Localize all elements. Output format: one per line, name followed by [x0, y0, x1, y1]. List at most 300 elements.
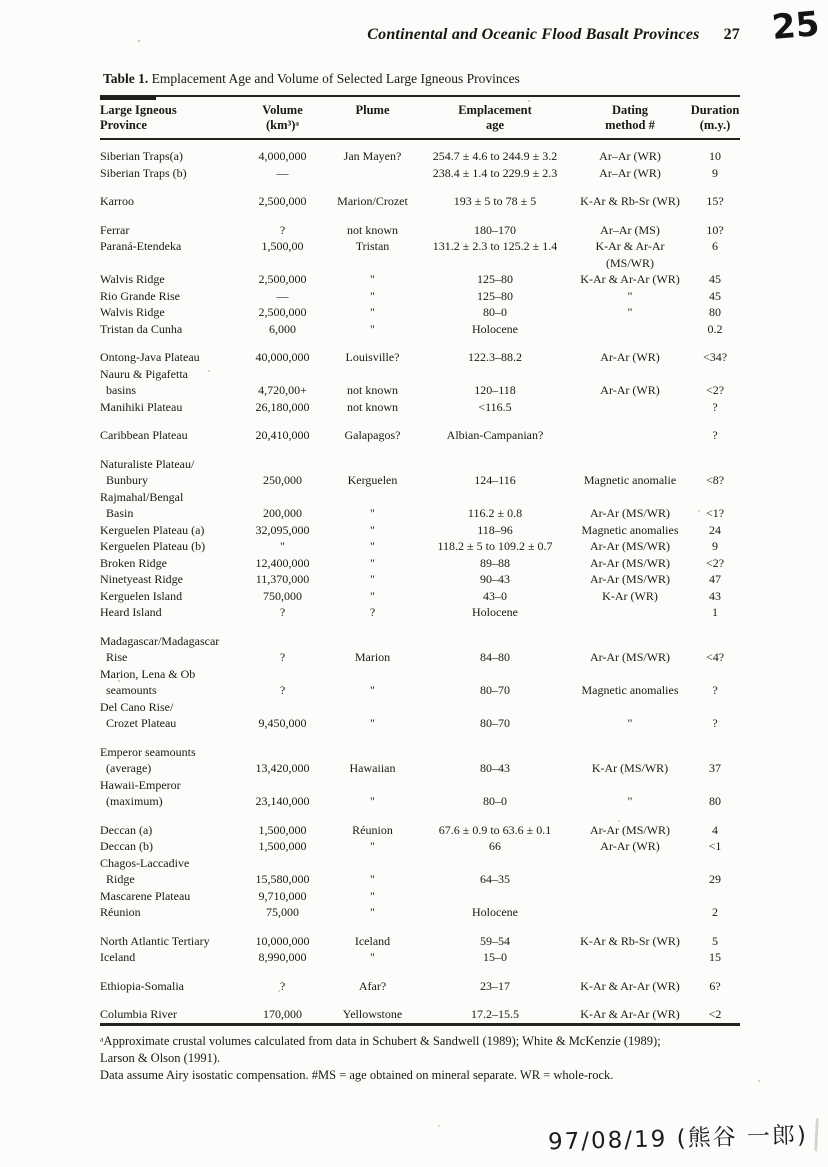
cell-plume: Jan Mayen?	[343, 149, 402, 163]
cell-method	[570, 321, 690, 338]
cell-province: Ethiopia-Somalia	[100, 978, 184, 993]
cell-duration: ?	[712, 428, 718, 442]
cell-province: Rise	[100, 650, 128, 664]
cell-volume	[240, 456, 325, 473]
cell-volume	[240, 255, 325, 272]
cell-duration	[690, 699, 740, 716]
cell-method	[570, 904, 690, 921]
cell-duration: 9	[712, 539, 718, 553]
cell-plume: Galapagos?	[344, 428, 401, 442]
cell-method	[570, 777, 690, 794]
cell-plume	[325, 255, 420, 272]
cell-province	[100, 255, 240, 272]
cell-duration: ?	[712, 683, 718, 697]
cell-plume: Afar?	[358, 978, 387, 993]
table-row	[100, 555, 740, 572]
cell-province: Kerguelen Plateau (b)	[100, 539, 206, 553]
cell-volume: 250,000	[263, 473, 302, 487]
cell-duration: 43	[709, 588, 721, 603]
cell-volume	[240, 699, 325, 716]
cell-method: Magnetic anomalie	[583, 473, 677, 487]
cell-age	[420, 666, 570, 683]
table-row	[100, 255, 740, 272]
cell-plume: Louisville?	[345, 350, 400, 364]
cell-method: "	[627, 794, 633, 808]
cell-plume: "	[370, 950, 375, 964]
table-row	[100, 505, 740, 522]
col-header-age: Emplacement age	[420, 96, 570, 139]
cell-age: 17.2–15.5	[471, 1007, 519, 1021]
cell-volume	[240, 855, 325, 872]
cell-plume	[325, 666, 420, 683]
table-row	[100, 744, 740, 761]
table-row	[100, 715, 740, 732]
cell-volume: —	[276, 165, 289, 180]
cell-plume: "	[370, 872, 375, 886]
cell-province: (maximum)	[100, 794, 163, 808]
cell-province: Rajmahal/Bengal	[100, 489, 184, 504]
table-row	[100, 666, 740, 683]
cell-duration: <1	[708, 839, 722, 853]
cell-method: Ar-Ar (MS/WR)	[589, 539, 671, 553]
table-row	[100, 366, 740, 383]
cell-province: (average)	[100, 761, 152, 775]
cell-duration: 6?	[709, 978, 721, 993]
cell-province: Deccan (a)	[100, 822, 153, 837]
cell-age: 118–96	[477, 522, 513, 537]
cell-duration: 24	[709, 522, 721, 537]
cell-duration	[690, 888, 740, 905]
cell-age	[420, 699, 570, 716]
cell-age: Albian-Campanian?	[446, 428, 544, 442]
table-row	[100, 238, 740, 255]
cell-age	[420, 855, 570, 872]
cell-plume: "	[370, 905, 375, 919]
cell-province: Nauru & Pigafetta	[100, 366, 188, 381]
table-row	[100, 321, 740, 338]
cell-volume: 40,000,000	[255, 350, 310, 364]
cell-duration	[690, 744, 740, 761]
cell-volume: 2,500,000	[258, 272, 307, 286]
cell-method: K-Ar (MS/WR)	[591, 761, 669, 775]
cell-method: Ar-Ar (MS/WR)	[589, 572, 671, 586]
cell-plume: "	[370, 716, 375, 730]
cell-volume: 4,000,000	[258, 149, 307, 163]
cell-plume: "	[370, 522, 375, 537]
cell-duration	[690, 366, 740, 383]
cell-province: Del Cano Rise/	[100, 699, 174, 714]
spacer-row	[100, 994, 740, 1006]
cell-plume: "	[370, 839, 375, 853]
table-row	[100, 888, 740, 905]
cell-province: North Atlantic Tertiary	[100, 933, 210, 948]
table-row	[100, 427, 740, 444]
cell-age: 84–80	[480, 650, 510, 664]
cell-province: Ninetyeast Ridge	[100, 572, 183, 586]
cell-volume: 1,500,00	[261, 239, 304, 253]
cell-province: seamounts	[100, 683, 157, 697]
cell-method: K-Ar (WR)	[602, 588, 658, 603]
cell-province: Réunion	[100, 905, 141, 919]
table-row	[100, 949, 740, 966]
handwritten-page-number: 25	[770, 4, 821, 48]
igneous-provinces-table	[100, 95, 740, 1026]
handwritten-note: 97/08/19 (熊谷 一郎)	[547, 1122, 809, 1156]
cell-age: 124–116	[474, 473, 516, 487]
table-row	[100, 193, 740, 210]
table-row	[100, 588, 740, 605]
running-head-title: Continental and Oceanic Flood Basalt Provinces	[367, 26, 700, 43]
table-row	[100, 456, 740, 473]
cell-method: K-Ar & Ar-Ar (WR)	[580, 1007, 680, 1021]
cell-method: Magnetic anomalies	[581, 522, 679, 537]
spacer-row	[100, 921, 740, 933]
cell-plume: "	[370, 321, 375, 336]
cell-plume	[325, 633, 420, 650]
cell-volume: 10,000,000	[255, 933, 310, 948]
cell-duration: 15?	[706, 194, 724, 208]
cell-plume: Kerguelen	[347, 473, 398, 487]
cell-volume	[240, 777, 325, 794]
cell-duration: 6	[712, 239, 718, 253]
cell-volume: 2,500,000	[258, 305, 307, 319]
spacer-row	[100, 621, 740, 633]
cell-method	[570, 949, 690, 966]
cell-age: <116.5	[478, 399, 512, 414]
cell-age: 120–118	[474, 383, 516, 397]
cell-plume	[325, 699, 420, 716]
cell-province: Naturaliste Plateau/	[100, 456, 195, 471]
table-row	[100, 522, 740, 539]
caption-text: Emplacement Age and Volume of Selected Large Igneous Provinces	[148, 71, 520, 86]
cell-volume: 4,720,00+	[258, 383, 307, 397]
cell-age: 89–88	[480, 555, 510, 570]
cell-province: Broken Ridge	[100, 555, 167, 570]
scan-artifact	[100, 96, 156, 100]
spacer-row	[100, 181, 740, 193]
cell-duration: 1	[712, 605, 718, 619]
cell-plume: not known	[347, 399, 398, 414]
cell-volume: 23,140,000	[255, 794, 310, 808]
cell-duration: 10?	[706, 222, 724, 237]
cell-duration: 37	[709, 761, 721, 775]
table-row	[100, 649, 740, 666]
cell-method: Ar–Ar (MS)	[600, 222, 660, 237]
cell-plume: "	[370, 272, 375, 286]
cell-province: Ridge	[100, 872, 135, 886]
cell-province: Basin	[100, 506, 134, 520]
cell-province: Siberian Traps(a)	[100, 149, 183, 163]
cell-volume	[240, 366, 325, 383]
cell-plume: not known	[347, 383, 398, 397]
cell-method: K-Ar & Rb-Sr (WR)	[580, 933, 680, 948]
cell-age: 80–70	[480, 716, 510, 730]
cell-province: basins	[100, 383, 136, 397]
cell-method: Magnetic anomalies	[581, 683, 679, 697]
cell-method: K-Ar & Ar-Ar (WR)	[580, 272, 680, 286]
cell-volume	[240, 744, 325, 761]
cell-plume: "	[370, 506, 375, 520]
cell-method: K-Ar & Ar-Ar	[595, 239, 665, 253]
cell-duration	[690, 855, 740, 872]
table-row	[100, 682, 740, 699]
table-row	[100, 489, 740, 506]
cell-age: 80–0	[483, 305, 507, 319]
cell-province: Bunbury	[100, 473, 148, 487]
cell-plume: Marion	[354, 650, 391, 664]
cell-duration	[690, 777, 740, 794]
cell-method: Ar-Ar (MS/WR)	[589, 822, 671, 837]
cell-volume: ?	[279, 605, 286, 619]
spacer-row	[100, 210, 740, 222]
cell-age: 43–0	[483, 588, 507, 603]
cell-method: Ar-Ar (MS/WR)	[589, 506, 671, 520]
cell-method: Ar-Ar (WR)	[600, 350, 660, 364]
cell-duration: <2?	[705, 555, 725, 570]
table-row	[100, 760, 740, 777]
table-row	[100, 472, 740, 489]
cell-age: Holocene	[472, 605, 518, 619]
cell-age: 23–17	[480, 978, 510, 993]
cell-duration: 9	[712, 165, 718, 180]
cell-age: 59–54	[480, 933, 510, 948]
cell-plume: "	[370, 572, 375, 586]
cell-plume: Iceland	[354, 933, 391, 948]
cell-volume	[240, 633, 325, 650]
cell-method: Ar-Ar (MS/WR)	[589, 650, 671, 664]
cell-province: Ferrar	[100, 222, 130, 237]
col-header-plume: Plume	[325, 96, 420, 139]
cell-age: 15–0	[483, 950, 507, 964]
table-row	[100, 871, 740, 888]
table-header-row	[100, 96, 740, 139]
table-row	[100, 538, 740, 555]
col-header-volume: Volume (km³)ᵃ	[240, 96, 325, 139]
cell-method: "	[627, 716, 633, 730]
cell-duration: ?	[712, 716, 718, 730]
cell-duration: ?	[712, 399, 718, 414]
cell-province: Caribbean Plateau	[100, 428, 188, 442]
cell-volume: 1,500,000	[258, 822, 307, 837]
cell-method	[570, 744, 690, 761]
table-row	[100, 349, 740, 366]
table-row	[100, 604, 740, 621]
cell-age: 118.2 ± 5 to 109.2 ± 0.7	[437, 539, 553, 553]
cell-province: Kerguelen Plateau (a)	[100, 522, 205, 537]
cell-duration: <4?	[705, 650, 725, 664]
cell-duration: 2	[712, 905, 718, 919]
footnote-line: Data assume Airy isostatic compensation. #MS = age obtained on mineral separate. WR = whole-rock.	[100, 1067, 614, 1082]
col-header-duration: Duration (m.y.)	[690, 96, 740, 139]
cell-province: Marion, Lena & Ob	[100, 666, 196, 681]
table-footnotes	[100, 1033, 740, 1084]
cell-method	[570, 456, 690, 473]
cell-volume: "	[280, 539, 285, 553]
spacer-row	[100, 337, 740, 349]
cell-method: Ar-Ar (WR)	[600, 383, 660, 397]
cell-duration: 10	[709, 149, 721, 163]
cell-plume	[325, 855, 420, 872]
cell-plume: "	[370, 794, 375, 808]
cell-duration: 45	[709, 288, 721, 303]
cell-province: Karroo	[100, 194, 134, 208]
cell-age: 238.4 ± 1.4 to 229.9 ± 2.3	[432, 165, 558, 180]
cell-duration: 0.2	[707, 321, 723, 336]
cell-age	[420, 777, 570, 794]
cell-method: "	[627, 305, 633, 319]
table-row	[100, 699, 740, 716]
table-row	[100, 288, 740, 305]
cell-province: Crozet Plateau	[100, 716, 177, 730]
cell-duration: 15	[709, 950, 721, 964]
cell-plume: Hawaiian	[349, 761, 396, 775]
cell-province: Emperor seamounts	[100, 744, 196, 759]
cell-plume: not known	[347, 222, 398, 237]
cell-duration	[690, 633, 740, 650]
cell-volume: 9,450,000	[258, 716, 307, 730]
spacer-row	[100, 810, 740, 822]
cell-volume: 8,990,000	[258, 950, 307, 964]
cell-plume: "	[370, 288, 375, 303]
cell-province: Iceland	[100, 950, 136, 964]
cell-volume: 11,370,000	[255, 572, 310, 586]
table-row	[100, 933, 740, 950]
cell-volume: 170,000	[263, 1007, 302, 1021]
cell-province: Columbia River	[100, 1007, 177, 1021]
cell-duration: <2	[708, 1007, 722, 1021]
cell-province: Chagos-Laccadive	[100, 855, 190, 870]
cell-volume: 9,710,000	[258, 888, 307, 903]
cell-age: 131.2 ± 2.3 to 125.2 ± 1.4	[432, 239, 558, 253]
footnote-line: Larson & Olson (1991).	[100, 1050, 221, 1065]
col-header-method: Dating method #	[570, 96, 690, 139]
cell-method: (MS/WR)	[606, 255, 654, 270]
cell-volume: 750,000	[263, 588, 302, 603]
table-row	[100, 1006, 740, 1024]
cell-method: Ar–Ar (WR)	[599, 149, 661, 163]
cell-plume: "	[370, 539, 375, 553]
cell-plume: Réunion	[352, 822, 393, 837]
cell-duration	[690, 666, 740, 683]
cell-plume	[325, 777, 420, 794]
cell-duration	[690, 255, 740, 272]
cell-province: Hawaii-Emperor	[100, 777, 181, 792]
cell-duration	[690, 489, 740, 506]
cell-province: Walvis Ridge	[100, 305, 165, 319]
cell-volume	[240, 666, 325, 683]
table-row	[100, 904, 740, 921]
cell-volume	[240, 489, 325, 506]
cell-age: Holocene	[472, 905, 518, 919]
cell-method	[570, 427, 690, 444]
cell-age	[420, 456, 570, 473]
cell-duration: <34?	[702, 350, 728, 364]
cell-duration: 5	[712, 933, 718, 948]
cell-plume	[325, 366, 420, 383]
cell-volume: ?	[279, 222, 286, 237]
cell-volume: 1,500,000	[258, 839, 307, 853]
cell-method: K-Ar & Ar-Ar (WR)	[580, 978, 680, 993]
cell-age	[420, 744, 570, 761]
cell-volume: 200,000	[263, 506, 302, 520]
cell-age: 90–43	[480, 572, 510, 586]
spacer-row	[100, 415, 740, 427]
cell-volume: ?	[279, 650, 286, 664]
cell-age: 254.7 ± 4.6 to 244.9 ± 3.2	[432, 149, 558, 163]
cell-age: 122.3–88.2	[468, 350, 522, 364]
cell-plume: "	[370, 555, 375, 570]
cell-volume: 15,580,000	[255, 872, 310, 886]
spacer-row	[100, 966, 740, 978]
cell-volume: ?	[279, 683, 286, 697]
cell-plume	[325, 165, 420, 182]
cell-method: Ar-Ar (MS/WR)	[589, 555, 671, 570]
cell-duration: 47	[709, 572, 721, 586]
cell-province: Paraná-Etendeka	[100, 239, 182, 253]
cell-age	[420, 366, 570, 383]
footnote-line: ᵃApproximate crustal volumes calculated from data in Schubert & Sandwell (1989); White & McKenzie (1989);	[100, 1033, 661, 1048]
cell-province: Manihiki Plateau	[100, 399, 183, 414]
cell-age: 80–0	[483, 794, 507, 808]
cell-plume: ?	[369, 605, 376, 619]
cell-province: Ontong-Java Plateau	[100, 350, 200, 364]
cell-plume: Tristan	[355, 239, 390, 253]
cell-method	[570, 888, 690, 905]
cell-plume	[325, 456, 420, 473]
cell-method	[570, 699, 690, 716]
running-head	[100, 26, 740, 44]
cell-method	[570, 666, 690, 683]
cell-method: "	[627, 288, 633, 303]
spacer-row	[100, 444, 740, 456]
cell-volume: 32,095,000	[255, 522, 310, 537]
cell-volume: 12,400,000	[255, 555, 310, 570]
cell-province: Madagascar/Madagascar	[100, 633, 220, 648]
cell-duration: <2?	[705, 383, 725, 397]
cell-age: 67.6 ± 0.9 to 63.6 ± 0.1	[438, 822, 552, 837]
cell-age: 64–35	[480, 872, 510, 886]
page-number: 27	[723, 26, 740, 43]
cell-duration: 4	[712, 822, 718, 837]
cell-age	[420, 255, 570, 272]
cell-method	[570, 633, 690, 650]
table-row	[100, 855, 740, 872]
cell-volume: 20,410,000	[255, 428, 310, 442]
table-row	[100, 838, 740, 855]
cell-volume: 26,180,000	[255, 399, 310, 414]
table-row	[100, 304, 740, 321]
cell-method	[570, 604, 690, 621]
cell-plume	[325, 489, 420, 506]
cell-age: Holocene	[472, 321, 518, 336]
cell-province: Siberian Traps (b)	[100, 165, 187, 180]
scan-edge-mark	[814, 1118, 828, 1153]
cell-duration	[690, 456, 740, 473]
cell-volume: —	[276, 288, 289, 303]
table-row	[100, 777, 740, 794]
cell-province: Deccan (b)	[100, 839, 153, 853]
table-row	[100, 165, 740, 182]
cell-method	[570, 489, 690, 506]
table-row	[100, 399, 740, 416]
cell-plume: Yellowstone	[342, 1007, 403, 1021]
cell-plume: "	[370, 588, 375, 603]
cell-plume: "	[370, 305, 375, 319]
cell-duration: 80	[709, 305, 721, 319]
cell-age: 125–80	[477, 288, 513, 303]
table-caption	[103, 71, 763, 87]
cell-age: 80–43	[480, 761, 510, 775]
